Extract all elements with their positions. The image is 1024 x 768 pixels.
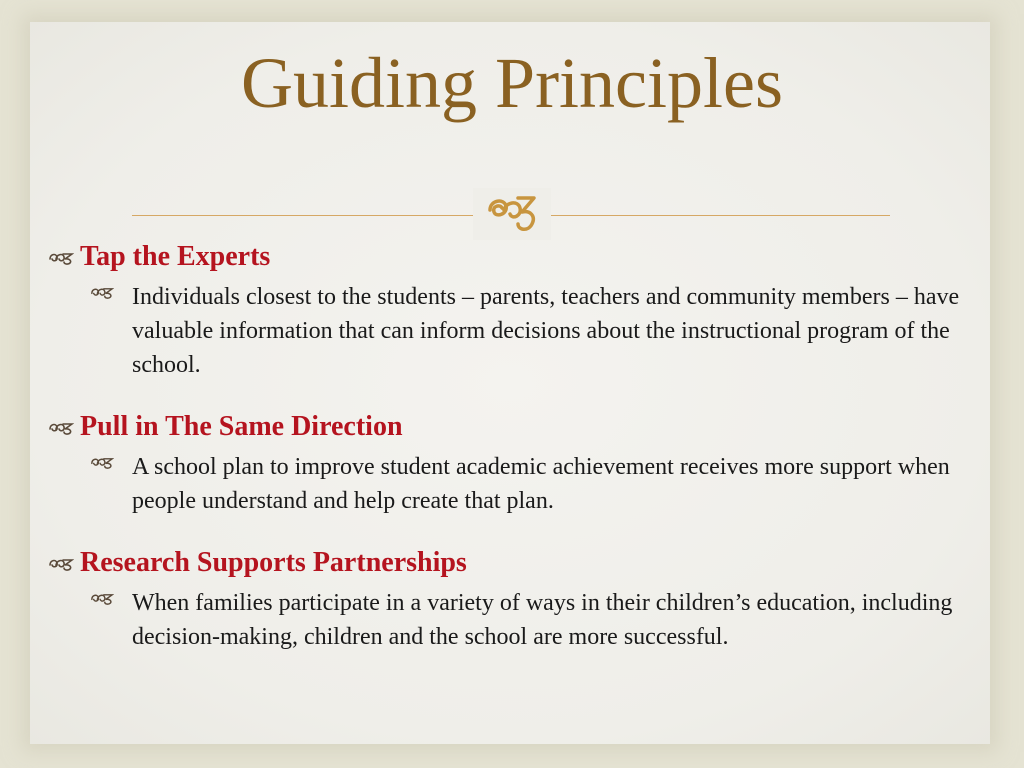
principle-heading-row xyxy=(48,238,978,276)
principle-detail-row xyxy=(90,586,978,654)
principle-detail-text: A school plan to improve student academic achievement receives more support when people understand and help create that plan. xyxy=(132,454,950,514)
principle-section xyxy=(48,544,978,654)
bullet-list xyxy=(48,238,978,680)
principle-detail-text: Individuals closest to the students – parents, teachers and community members – have valuable information that can inform decisions about the instructional program of the school. xyxy=(132,284,960,378)
principle-heading: Tap the Experts xyxy=(80,241,271,272)
principle-heading: Research Supports Partnerships xyxy=(80,547,467,578)
ornament-swirl-icon xyxy=(482,188,542,236)
principle-heading: Pull in The Same Direction xyxy=(80,411,403,442)
scroll-bullet-icon xyxy=(48,250,80,270)
principle-detail-text: When families participate in a variety of ways in their children’s education, including decision-making, children and the school are more successful. xyxy=(132,590,953,650)
principle-heading-row xyxy=(48,544,978,582)
principle-heading-row xyxy=(48,408,978,446)
scroll-sub-bullet-icon xyxy=(90,280,132,304)
ornament-icon xyxy=(473,188,551,240)
slide-title: Guiding Principles xyxy=(241,43,783,123)
scroll-sub-bullet-icon xyxy=(90,586,132,610)
principle-section xyxy=(48,238,978,382)
principle-section xyxy=(48,408,978,518)
scroll-bullet-icon xyxy=(48,420,80,440)
scroll-sub-bullet-icon xyxy=(90,450,132,474)
scroll-bullet-icon xyxy=(48,556,80,576)
principle-detail-row xyxy=(90,450,978,518)
principle-detail-row xyxy=(90,280,978,382)
